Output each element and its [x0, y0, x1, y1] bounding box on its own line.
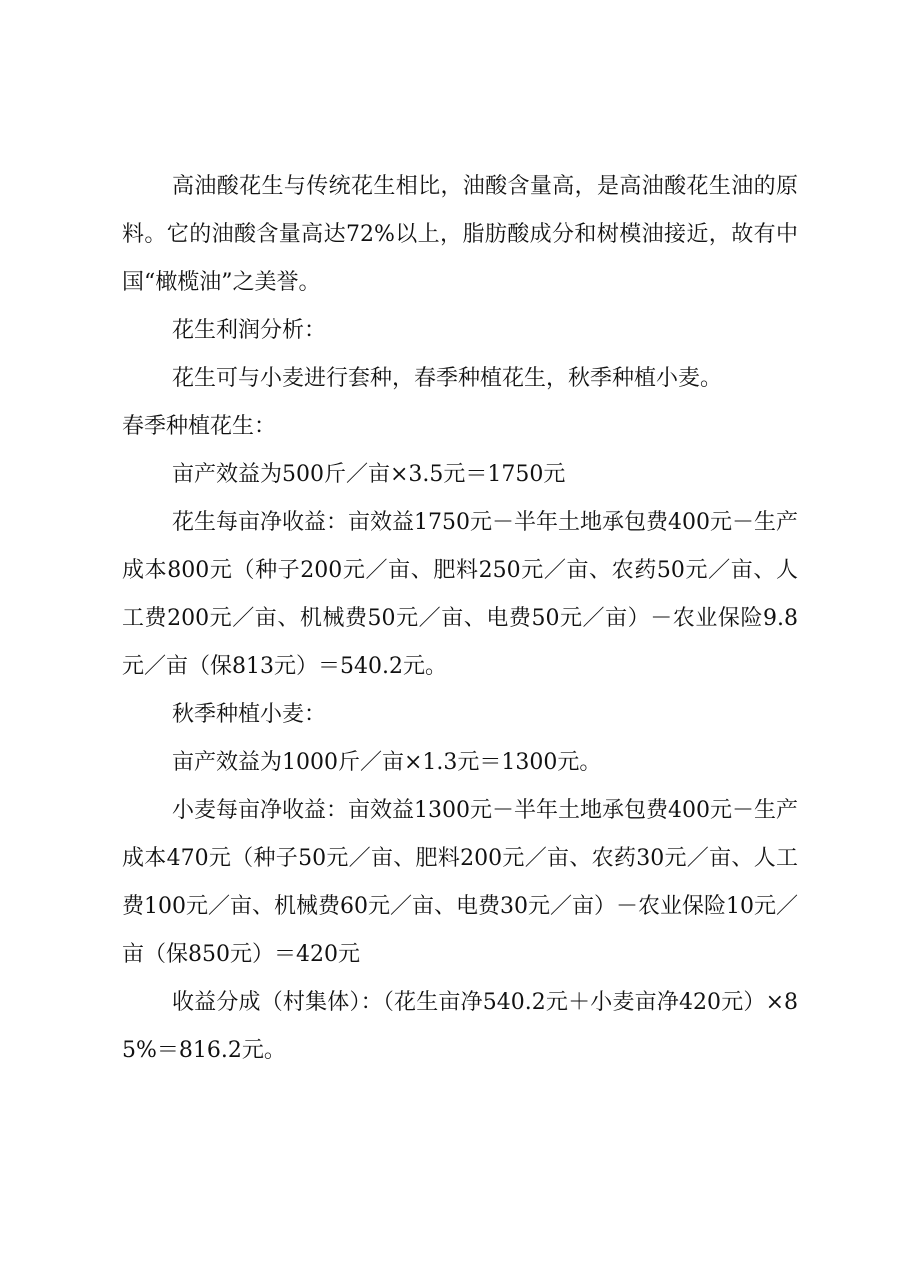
paragraph-autumn-heading: 秋季种植小麦： [172, 702, 327, 727]
document-page [122, 163, 798, 1075]
paragraph-revenue-share: 收益分成（村集体）：（花生亩净540.2元＋小麦亩净420元）×85%＝816.2元。 [122, 990, 798, 1063]
paragraph-spring-heading: 春季种植花生： [122, 414, 277, 439]
paragraph-wheat-net: 小麦每亩净收益：亩效益1300元－半年土地承包费400元－生产成本470元（种子50元／亩、肥料200元／亩、农药30元／亩、人工费100元／亩、机械费60元／亩、电费30元／亩）－农业保险10元／亩（保850元）＝420元 [122, 798, 798, 967]
paragraph-wheat-yield: 亩产效益为1000斤／亩×1.3元＝1300元。 [172, 750, 602, 775]
paragraph-peanut-yield: 亩产效益为500斤／亩×3.5元＝1750元 [172, 462, 566, 487]
paragraph-profit-heading: 花生利润分析： [172, 318, 327, 343]
paragraph-peanut-net: 花生每亩净收益：亩效益1750元－半年土地承包费400元－生产成本800元（种子200元／亩、肥料250元／亩、农药50元／亩、人工费200元／亩、机械费50元／亩、电费50元／亩）－农业保险9.8元／亩（保813元）＝540.2元。 [122, 510, 798, 679]
paragraph-intro: 高油酸花生与传统花生相比，油酸含量高，是高油酸花生油的原料。它的油酸含量高达72%以上，脂肪酸成分和树模油接近，故有中国“橄榄油”之美誉。 [122, 174, 798, 295]
paragraph-intercrop: 花生可与小麦进行套种，春季种植花生，秋季种植小麦。 [172, 366, 723, 391]
